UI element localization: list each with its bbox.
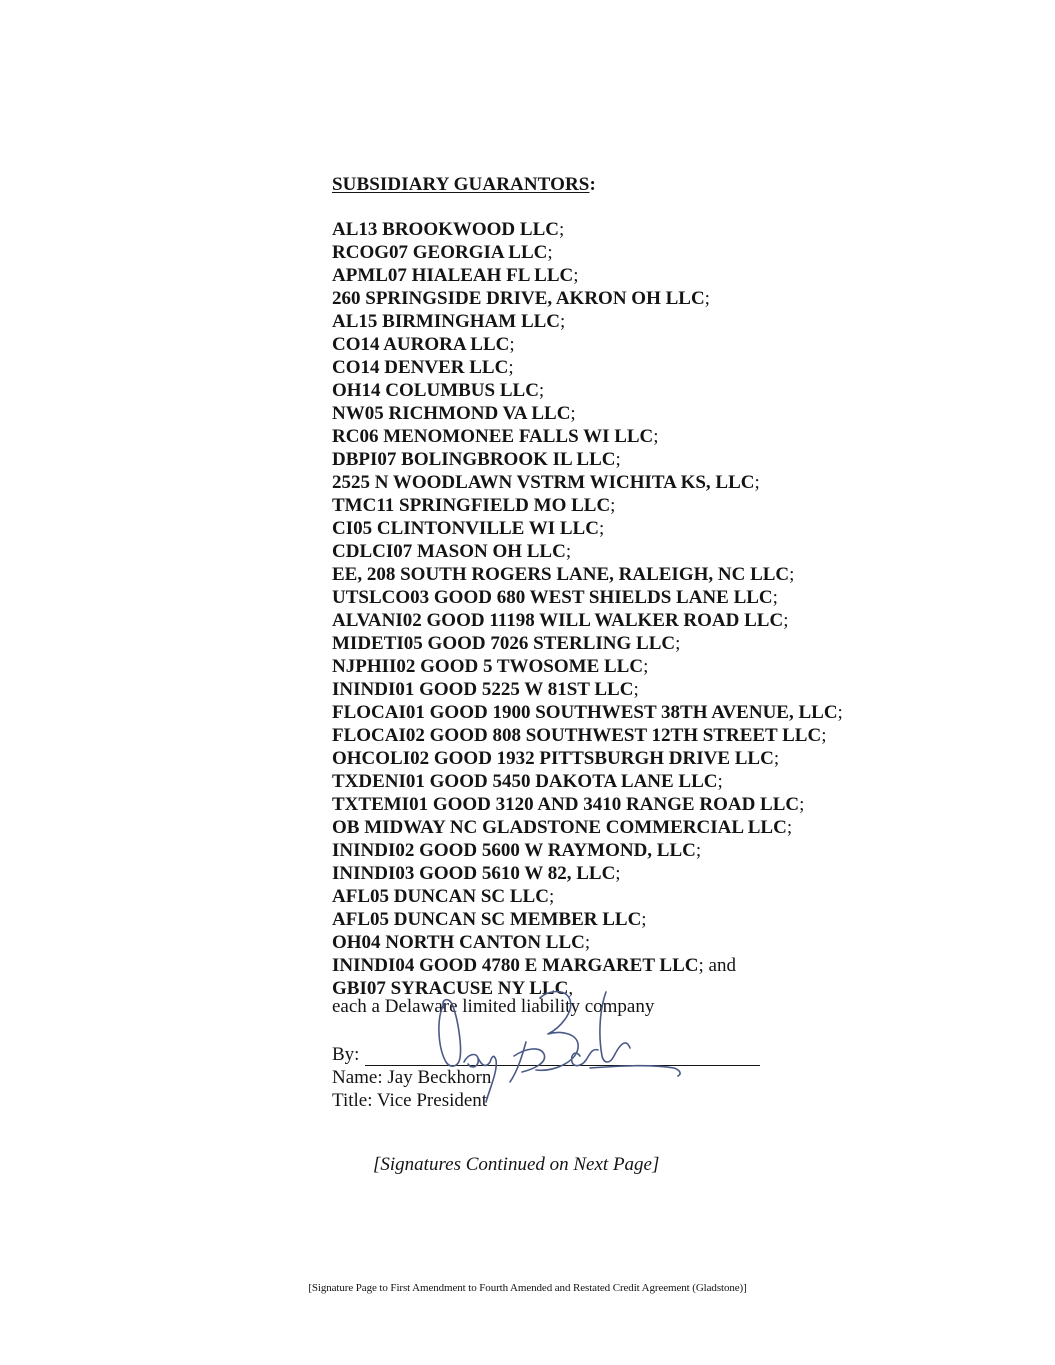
guarantor-name: RCOG07 GEORGIA LLC [332,242,548,263]
guarantor-separator: ; [573,265,579,286]
guarantor-separator: ; [789,564,795,585]
guarantor-separator: ; [560,311,566,332]
guarantor-list-item [332,931,843,954]
guarantor-separator: ; [695,840,702,861]
guarantor-list-item [332,540,843,563]
guarantor-name: OB MIDWAY NC GLADSTONE COMMERCIAL LLC [332,817,787,838]
guarantor-list-item [332,494,843,517]
guarantor-separator: ; [508,357,514,378]
section-heading [332,174,596,196]
guarantor-list-item [332,747,843,770]
guarantor-name: UTSLCO03 GOOD 680 WEST SHIELDS LANE LLC [332,587,773,608]
guarantor-name: OH14 COLUMBUS LLC [332,380,539,401]
section-heading-title: SUBSIDIARY GUARANTORS [332,174,590,195]
guarantor-name: AL13 BROOKWOOD LLC [332,219,559,240]
guarantor-list-item [332,333,843,356]
guarantor-name: ALVANI02 GOOD 11198 WILL WALKER ROAD LLC [332,610,784,631]
guarantor-list-item [332,678,843,701]
guarantor-separator: ; [717,771,723,792]
guarantor-name: TXDENI01 GOOD 5450 DAKOTA LANE LLC [332,771,718,792]
guarantor-separator: ; [772,587,778,608]
guarantor-list-item [332,563,843,586]
guarantor-separator: ; [704,288,710,309]
guarantor-list-item [332,816,843,839]
guarantor-name: FLOCAI01 GOOD 1900 SOUTHWEST 38TH AVENUE, LLC [332,702,838,723]
guarantor-name: OH04 NORTH CANTON LLC [332,932,585,953]
guarantor-separator: ; [698,955,704,976]
guarantor-list-item [332,448,843,471]
guarantor-list-item [332,839,843,862]
by-label: By: [332,1044,360,1065]
guarantor-name: NW05 RICHMOND VA LLC [332,403,571,424]
guarantor-list-item [332,908,843,931]
guarantor-name: EE, 208 SOUTH ROGERS LANE, RALEIGH, NC LLC [332,564,790,585]
guarantor-separator: ; [633,679,639,700]
guarantor-name: NJPHII02 GOOD 5 TWOSOME LLC [332,656,644,677]
guarantor-separator: ; [610,495,616,516]
guarantor-list-item [332,517,843,540]
guarantor-name: APML07 HIALEAH FL LLC [332,265,574,286]
guarantor-name: FLOCAI02 GOOD 808 SOUTHWEST 12TH STREET LLC [332,725,822,746]
guarantor-list-item [332,586,843,609]
guarantor-list-item [332,724,843,747]
guarantor-separator: ; [509,334,515,355]
guarantor-name: 2525 N WOODLAWN VSTRM WICHITA KS, LLC [332,472,755,493]
guarantor-separator: ; [584,932,591,953]
guarantor-list-item [332,402,843,425]
guarantor-list-item [332,310,843,333]
guarantor-separator: ; [548,886,555,907]
guarantor-separator: ; [558,219,565,240]
guarantor-list-item [332,655,843,678]
section-heading-colon: : [589,174,596,195]
guarantor-separator: ; [837,702,843,723]
guarantor-name: GBI07 SYRACUSE NY LLC [332,978,569,999]
guarantor-separator: ; [773,748,780,769]
guarantor-separator: ; [786,817,793,838]
signer-title: Title: Vice President [332,1090,488,1111]
guarantor-name: AFL05 DUNCAN SC LLC [332,886,549,907]
guarantor-name: OHCOLI02 GOOD 1932 PITTSBURGH DRIVE LLC [332,748,774,769]
guarantor-list-item [332,471,843,494]
guarantor-name: ININDI03 GOOD 5610 W 82, LLC [332,863,616,884]
guarantor-list-item [332,264,843,287]
guarantor-name: ININDI04 GOOD 4780 E MARGARET LLC [332,955,699,976]
guarantor-name: CDLCI07 MASON OH LLC [332,541,566,562]
guarantor-separator: ; [538,380,545,401]
guarantor-separator: ; [570,403,576,424]
continued-note: [Signatures Continued on Next Page] [373,1154,660,1175]
guarantor-list-item [332,954,843,977]
guarantor-separator: ; [598,518,605,539]
guarantor-name: ININDI01 GOOD 5225 W 81ST LLC [332,679,634,700]
guarantor-list-item [332,379,843,402]
guarantor-separator: ; [783,610,789,631]
guarantor-separator: ; [643,656,649,677]
guarantor-list-item [332,287,843,310]
guarantor-separator: ; [565,541,572,562]
guarantor-list-item [332,770,843,793]
guarantor-separator: , [568,978,574,999]
guarantor-list-item [332,425,843,448]
guarantor-name: CO14 DENVER LLC [332,357,509,378]
guarantor-name: 260 SPRINGSIDE DRIVE, AKRON OH LLC [332,288,705,309]
guarantor-list-item [332,241,843,264]
guarantor-name: TMC11 SPRINGFIELD MO LLC [332,495,611,516]
guarantor-name: AL15 BIRMINGHAM LLC [332,311,561,332]
guarantor-name: ININDI02 GOOD 5600 W RAYMOND, LLC [332,840,696,861]
guarantor-list-item [332,793,843,816]
guarantor-list [332,218,843,1000]
signer-name: Name: Jay Beckhorn [332,1067,492,1088]
guarantor-separator: ; [615,863,621,884]
handwritten-signature [430,978,690,1108]
guarantor-separator: ; [653,426,659,447]
guarantor-name: CI05 CLINTONVILLE WI LLC [332,518,599,539]
guarantor-list-item [332,356,843,379]
guarantor-separator: ; [675,633,681,654]
guarantor-separator: ; [799,794,805,815]
page-footer: [Signature Page to First Amendment to Fourth Amended and Restated Credit Agreement (Gladstone)] [308,1282,747,1294]
entity-description: each a Delaware limited liability company [332,996,655,1017]
guarantor-list-item [332,609,843,632]
guarantor-name: TXTEMI01 GOOD 3120 AND 3410 RANGE ROAD LLC [332,794,800,815]
guarantor-name: DBPI07 BOLINGBROOK IL LLC [332,449,616,470]
guarantor-list-item [332,701,843,724]
guarantor-conjunction: and [703,955,736,976]
guarantor-name: RC06 MENOMONEE FALLS WI LLC [332,426,654,447]
guarantor-name: AFL05 DUNCAN SC MEMBER LLC [332,909,642,930]
guarantor-separator: ; [547,242,553,263]
guarantor-name: CO14 AURORA LLC [332,334,510,355]
guarantor-separator: ; [821,725,827,746]
guarantor-list-item [332,632,843,655]
guarantor-name: MIDETI05 GOOD 7026 STERLING LLC [332,633,676,654]
guarantor-list-item [332,862,843,885]
guarantor-list-item [332,218,843,241]
guarantor-separator: ; [615,449,621,470]
guarantor-list-item [332,885,843,908]
guarantor-separator: ; [641,909,647,930]
guarantor-separator: ; [754,472,760,493]
